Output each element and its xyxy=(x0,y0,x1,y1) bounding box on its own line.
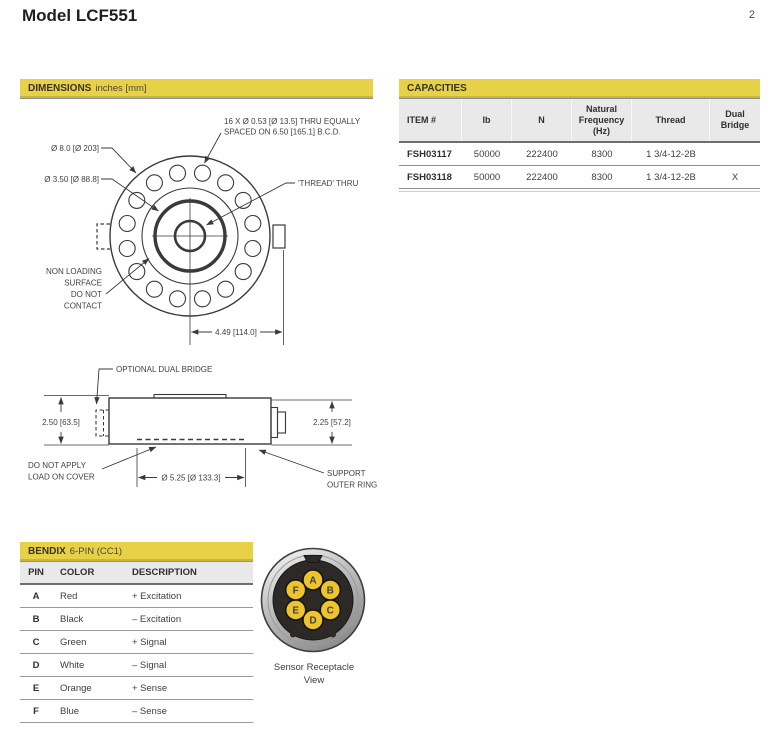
pin-c-label: C xyxy=(326,605,334,617)
pin-letter: C xyxy=(32,636,40,648)
capacities-section-header xyxy=(399,79,760,99)
bolt-note-label: SPACED ON 6.50 [165.1] B.C.D. xyxy=(224,127,341,137)
pin-d-label: D xyxy=(309,615,317,627)
pin-description: – Signal xyxy=(132,659,167,671)
connector-caption-line1: Sensor Receptacle xyxy=(273,662,355,673)
connector-caption xyxy=(253,662,375,687)
capacity-n: 222400 xyxy=(526,148,558,160)
table-row xyxy=(20,677,253,700)
diameter-dimension: Ø 5.25 [Ø 133.3] xyxy=(161,473,221,483)
table-row xyxy=(399,143,760,166)
capacity-lb: 50000 xyxy=(473,171,501,183)
cover-warning-label: DO NOT APPLY xyxy=(28,461,86,470)
table-row xyxy=(399,166,760,189)
pin-b-label: B xyxy=(326,585,334,597)
column-header-item: ITEM # xyxy=(399,99,462,141)
side-view-labels xyxy=(28,365,377,490)
pin-f-label: F xyxy=(292,585,299,597)
wire-color: Green xyxy=(60,636,87,648)
column-header-n: N xyxy=(512,99,572,141)
dual-bridge-flag xyxy=(710,143,760,165)
side-view-drawing xyxy=(44,369,352,487)
support-ring-label: SUPPORT xyxy=(327,469,366,478)
side-connector xyxy=(271,408,278,438)
connector-diagram xyxy=(253,545,375,657)
column-header-description: DESCRIPTION xyxy=(132,567,197,578)
thread-label: 'THREAD' THRU xyxy=(298,179,359,188)
capacity-n: 222400 xyxy=(526,171,558,183)
height-dimension-right: 2.25 [57.2] xyxy=(313,418,351,427)
front-view-drawing xyxy=(97,133,295,345)
pin-a-label: A xyxy=(309,575,317,587)
pin-description: + Sense xyxy=(132,682,168,694)
pin-description: + Excitation xyxy=(132,590,182,602)
support-ring-label: OUTER RING xyxy=(327,480,378,490)
thread-spec: 1 3/4-12-2B xyxy=(646,148,696,160)
wire-color: White xyxy=(60,659,85,671)
page-title: Model LCF551 xyxy=(22,6,138,25)
dimensions-header-units: inches [mm] xyxy=(95,83,147,94)
nonloading-label: SURFACE xyxy=(64,278,102,288)
capacities-column-headers xyxy=(399,99,760,143)
table-bottom-rule xyxy=(399,191,760,192)
dimensions-section-header xyxy=(20,79,373,99)
dual-bridge-connector-dashed xyxy=(96,410,109,436)
capacities-table xyxy=(399,79,760,192)
nonloading-label: NON LOADING xyxy=(45,267,102,276)
item-number: FSH03117 xyxy=(407,148,452,160)
dual-bridge-flag: X xyxy=(731,171,739,183)
pin-letter: D xyxy=(32,659,40,671)
column-header-dual-bridge: Dual Bridge xyxy=(720,109,750,130)
bolt-note-label: 16 X Ø 0.53 [Ø 13.5] THRU EQUALLY xyxy=(224,117,361,126)
column-header-thread: Thread xyxy=(632,99,710,141)
natural-frequency: 8300 xyxy=(591,171,613,183)
bendix-header-sub: 6-PIN (CC1) xyxy=(69,546,123,557)
capacity-lb: 50000 xyxy=(473,148,501,160)
capacities-header-label: CAPACITIES xyxy=(407,83,467,94)
keyway-notch xyxy=(304,556,322,563)
pin-description: + Signal xyxy=(132,636,167,648)
pin-letter: F xyxy=(33,705,39,717)
wire-color: Blue xyxy=(60,705,80,717)
table-row xyxy=(20,700,253,723)
wire-color: Red xyxy=(60,590,78,602)
natural-frequency: 8300 xyxy=(591,148,613,160)
pin-letter: E xyxy=(32,682,40,694)
nonloading-label: DO NOT xyxy=(70,290,102,299)
thread-spec: 1 3/4-12-2B xyxy=(646,171,696,183)
table-row xyxy=(20,608,253,631)
height-dimension-left: 2.50 [63.5] xyxy=(42,418,80,427)
bendix-pinout-table xyxy=(20,542,253,723)
wire-color: Black xyxy=(60,613,84,625)
column-header-natural-frequency: Natural Frequency (Hz) xyxy=(572,99,632,141)
nonloading-label: CONTACT xyxy=(63,301,102,311)
wire-color: Orange xyxy=(60,682,92,694)
column-header-color: COLOR xyxy=(60,567,95,578)
outer-diameter-label: Ø 8.0 [Ø 203] xyxy=(50,144,99,153)
dual-bridge-label: OPTIONAL DUAL BRIDGE xyxy=(116,365,213,374)
column-header-pin: PIN xyxy=(28,567,44,578)
inner-diameter-label: Ø 3.50 [Ø 88.8] xyxy=(44,175,99,184)
pin-description: – Sense xyxy=(132,705,167,717)
table-row xyxy=(20,585,253,608)
table-row xyxy=(20,654,253,677)
pin-letter: A xyxy=(32,590,40,602)
table-row xyxy=(20,631,253,654)
radius-dimension: 4.49 [114.0] xyxy=(215,328,257,337)
cover-warning-label: LOAD ON COVER xyxy=(28,472,95,482)
dimensions-drawing xyxy=(0,100,395,510)
right-tab xyxy=(273,225,285,248)
left-tab-dashed xyxy=(97,224,110,249)
dimensions-header-label: DIMENSIONS xyxy=(28,83,92,94)
column-header-lb: lb xyxy=(462,99,512,141)
pin-e-label: E xyxy=(292,605,300,617)
item-number: FSH03118 xyxy=(407,171,452,183)
connector-caption-line2: View xyxy=(303,674,325,686)
bendix-header-label: BENDIX xyxy=(28,546,66,557)
pin-letter: B xyxy=(32,613,40,625)
bendix-section-header xyxy=(20,542,253,562)
pin-description: – Excitation xyxy=(132,613,182,625)
bendix-column-headers xyxy=(20,562,253,585)
page-number: 2 xyxy=(748,9,755,21)
